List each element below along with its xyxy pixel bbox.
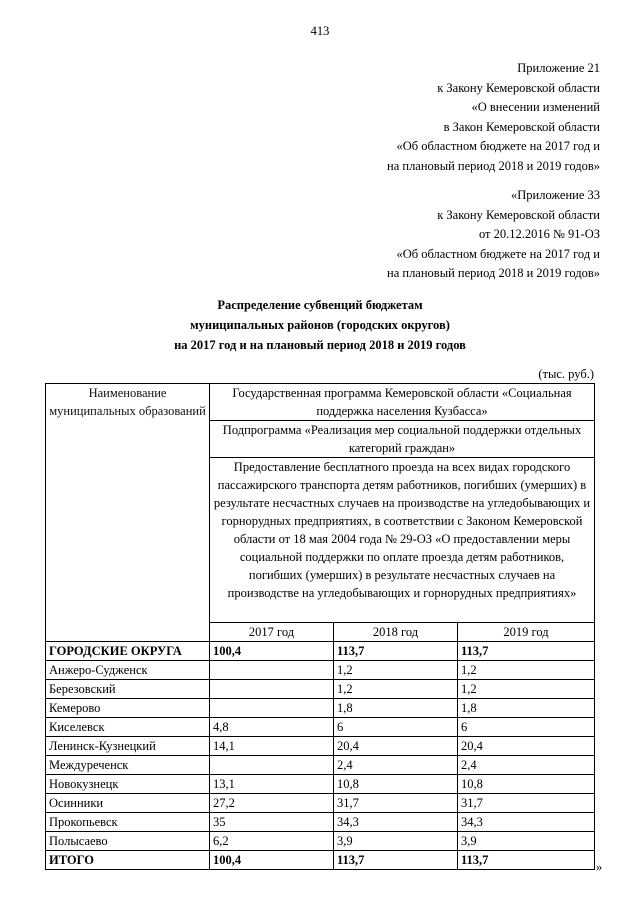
municipality-cell: Ленинск-Кузнецкий — [46, 737, 210, 756]
value-2017-cell — [210, 756, 334, 775]
table-row — [46, 642, 595, 661]
municipality-cell: Березовский — [46, 680, 210, 699]
municipality-cell: ИТОГО — [46, 851, 210, 870]
value-2019-cell: 20,4 — [458, 737, 595, 756]
annex-line: «О внесении изменений — [471, 100, 600, 114]
value-2017-cell: 13,1 — [210, 775, 334, 794]
annex-21-header — [387, 59, 600, 176]
value-2017-cell — [210, 661, 334, 680]
value-2019-cell: 1,2 — [458, 680, 595, 699]
value-2018-cell: 31,7 — [334, 794, 458, 813]
table-row — [46, 775, 595, 794]
value-2018-cell: 6 — [334, 718, 458, 737]
value-2017-cell: 27,2 — [210, 794, 334, 813]
unit-label: (тыс. руб.) — [538, 367, 594, 381]
value-2019-cell: 1,2 — [458, 661, 595, 680]
program-header: Государственная программа Кемеровской области «Социальная поддержка населения Кузбасса» — [210, 384, 595, 421]
table-row — [46, 737, 595, 756]
title-line: муниципальных районов (городских округов) — [190, 318, 450, 332]
year-header-2019: 2019 год — [458, 623, 595, 642]
municipality-cell: ГОРОДСКИЕ ОКРУГА — [46, 642, 210, 661]
value-2017-cell: 100,4 — [210, 642, 334, 661]
value-2018-cell: 1,8 — [334, 699, 458, 718]
annex-line: от 20.12.2016 № 91-ОЗ — [478, 227, 600, 241]
municipality-cell: Киселевск — [46, 718, 210, 737]
value-2017-cell — [210, 699, 334, 718]
value-2018-cell: 1,2 — [334, 680, 458, 699]
subsidy-table — [45, 383, 595, 870]
table-row — [46, 832, 595, 851]
year-header-2017: 2017 год — [210, 623, 334, 642]
table-row — [46, 756, 595, 775]
value-2018-cell: 113,7 — [334, 851, 458, 870]
value-2017-cell: 14,1 — [210, 737, 334, 756]
annex-line: на плановый период 2018 и 2019 годов» — [387, 158, 600, 173]
value-2018-cell: 20,4 — [334, 737, 458, 756]
name-column-header: Наименование муниципальных образований — [46, 384, 210, 642]
value-2018-cell: 113,7 — [334, 642, 458, 661]
table-row — [46, 661, 595, 680]
subprogram-header: Подпрограмма «Реализация мер социальной поддержки отдельных категорий граждан» — [210, 421, 595, 458]
value-2017-cell: 6,2 — [210, 832, 334, 851]
value-2017-cell: 4,8 — [210, 718, 334, 737]
value-2018-cell: 2,4 — [334, 756, 458, 775]
annex-line: к Закону Кемеровской области — [437, 80, 600, 95]
municipality-cell: Прокопьевск — [46, 813, 210, 832]
value-2018-cell: 10,8 — [334, 775, 458, 794]
page-number: 413 — [310, 24, 330, 38]
value-2017-cell: 100,4 — [210, 851, 334, 870]
value-2017-cell — [210, 680, 334, 699]
closing-quote: » — [596, 860, 603, 874]
value-2019-cell: 10,8 — [458, 775, 595, 794]
municipality-cell: Осинники — [46, 794, 210, 813]
title-line: Распределение субвенций бюджетам — [217, 298, 423, 312]
value-2019-cell: 2,4 — [458, 756, 595, 775]
annex-line: в Закон Кемеровской области — [443, 119, 600, 134]
municipality-cell: Полысаево — [46, 832, 210, 851]
table-row — [46, 851, 595, 870]
value-2019-cell: 3,9 — [458, 832, 595, 851]
annex-line: Приложение 21 — [517, 61, 600, 75]
value-2018-cell: 34,3 — [334, 813, 458, 832]
annex-33-header — [387, 186, 600, 284]
municipality-cell: Междуреченск — [46, 756, 210, 775]
table-row — [46, 794, 595, 813]
table-row — [46, 718, 595, 737]
annex-line: «Об областном бюджете на 2017 год и — [396, 139, 600, 153]
value-2019-cell: 1,8 — [458, 699, 595, 718]
title-line: на 2017 год и на плановый период 2018 и 2019 годов — [174, 338, 466, 352]
annex-line: «Об областном бюджете на 2017 год и — [396, 246, 600, 261]
municipality-cell: Кемерово — [46, 699, 210, 718]
value-2018-cell: 1,2 — [334, 661, 458, 680]
value-2018-cell: 3,9 — [334, 832, 458, 851]
value-2019-cell: 113,7 — [458, 851, 595, 870]
value-2019-cell: 113,7 — [458, 642, 595, 661]
annex-line: «Приложение 33 — [511, 188, 600, 202]
value-2019-cell: 6 — [458, 718, 595, 737]
year-header-2018: 2018 год — [334, 623, 458, 642]
table-row — [46, 813, 595, 832]
municipality-cell: Новокузнецк — [46, 775, 210, 794]
annex-line: к Закону Кемеровской области — [437, 207, 600, 222]
header-row-program — [46, 384, 595, 421]
municipality-cell: Анжеро-Судженск — [46, 661, 210, 680]
measure-header: Предоставление бесплатного проезда на всех видах городского пассажирского транспорта детям работников, погибших (умерших) в результате несчастных случаев на производстве на угледобывающих и горнорудных предприятиях, в соответствии с Законом Кемеровской области от 18 мая 2004 года № 29-ОЗ «О предоставлении меры социальной поддержки по оплате проезда детям работников, погибших (умерших) в результате несчастных случаев на производстве на угледобывающих и горнорудных предприятиях» — [210, 458, 595, 623]
table-row — [46, 680, 595, 699]
annex-line: на плановый период 2018 и 2019 годов» — [387, 266, 600, 280]
value-2019-cell: 31,7 — [458, 794, 595, 813]
value-2017-cell: 35 — [210, 813, 334, 832]
value-2019-cell: 34,3 — [458, 813, 595, 832]
table-row — [46, 699, 595, 718]
document-title — [0, 295, 640, 355]
